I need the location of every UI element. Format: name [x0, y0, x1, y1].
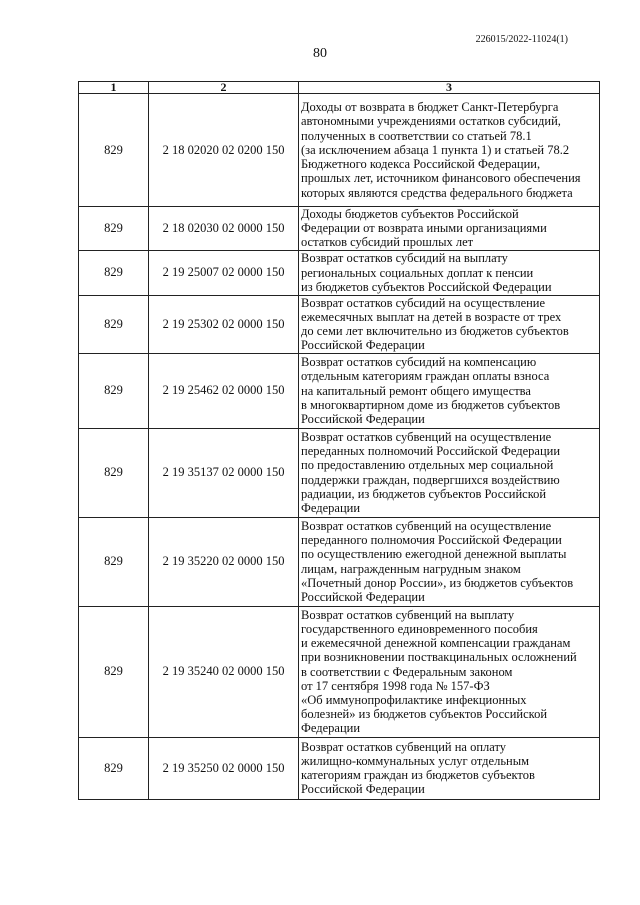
- admin-code-cell: 829: [79, 353, 149, 428]
- description-cell: Возврат остатков субвенций на осуществление переданных полномочий Российской Федерации по предоставлению отдельных мер социальной поддержки граждан, подвергшихся воздействию радиации, из бюджетов субъектов Российской Федерации: [299, 428, 600, 517]
- description-cell: Доходы бюджетов субъектов Российской Федерации от возврата иными организациями остатков субсидий прошлых лет: [299, 207, 600, 251]
- column-header: 1: [79, 82, 149, 94]
- description-cell: Возврат остатков субвенций на осуществление переданного полномочия Российской Федерации по осуществлению ежегодной денежной выплаты лицам, награжденным нагрудным знаком «Почетный донор России», из бюджетов субъектов Российской Федерации: [299, 517, 600, 606]
- admin-code-cell: 829: [79, 94, 149, 207]
- page-number: 80: [313, 46, 327, 61]
- revenue-code-cell: 2 19 25462 02 0000 150: [149, 353, 299, 428]
- revenue-code-cell: 2 19 25302 02 0000 150: [149, 295, 299, 353]
- table-row: [79, 428, 600, 517]
- admin-code-cell: 829: [79, 428, 149, 517]
- table-row: [79, 250, 600, 295]
- description-cell: Возврат остатков субсидий на выплату региональных социальных доплат к пенсии из бюджетов субъектов Российской Федерации: [299, 250, 600, 295]
- column-header: 2: [149, 82, 299, 94]
- column-header: 3: [299, 82, 600, 94]
- admin-code-cell: 829: [79, 207, 149, 251]
- admin-code-cell: 829: [79, 606, 149, 737]
- revenue-code-cell: 2 18 02020 02 0200 150: [149, 94, 299, 207]
- table-row: [79, 207, 600, 251]
- admin-code-cell: 829: [79, 517, 149, 606]
- document-id: 226015/2022-11024(1): [475, 34, 568, 45]
- table-row: [79, 606, 600, 737]
- table-header-row: [79, 82, 600, 94]
- description-cell: Возврат остатков субсидий на компенсацию отдельным категориям граждан оплаты взноса на капитальный ремонт общего имущества в многоквартирном доме из бюджетов субъектов Российской Федерации: [299, 353, 600, 428]
- revenue-code-cell: 2 19 25007 02 0000 150: [149, 250, 299, 295]
- description-cell: Возврат остатков субвенций на оплату жилищно-коммунальных услуг отдельным категориям граждан из бюджетов субъектов Российской Федерации: [299, 737, 600, 799]
- admin-code-cell: 829: [79, 737, 149, 799]
- description-cell: Возврат остатков субсидий на осуществление ежемесячных выплат на детей в возрасте от трех до семи лет включительно из бюджетов субъектов Российской Федерации: [299, 295, 600, 353]
- description-cell: Возврат остатков субвенций на выплату государственного единовременного пособия и ежемесячной денежной компенсации гражданам при возникновении поствакцинальных осложнений в соответствии с Федеральным законом от 17 сентября 1998 года № 157-ФЗ «Об иммунопрофилактике инфекционных болезней» из бюджетов субъектов Российской Федерации: [299, 606, 600, 737]
- admin-code-cell: 829: [79, 295, 149, 353]
- table-row: [79, 517, 600, 606]
- table-row: [79, 737, 600, 799]
- admin-code-cell: 829: [79, 250, 149, 295]
- table-row: [79, 295, 600, 353]
- table-row: [79, 353, 600, 428]
- revenue-code-cell: 2 19 35137 02 0000 150: [149, 428, 299, 517]
- revenue-code-cell: 2 19 35220 02 0000 150: [149, 517, 299, 606]
- revenue-code-cell: 2 18 02030 02 0000 150: [149, 207, 299, 251]
- revenue-code-cell: 2 19 35250 02 0000 150: [149, 737, 299, 799]
- table-row: [79, 94, 600, 207]
- budget-codes-table: [78, 81, 600, 800]
- description-cell: Доходы от возврата в бюджет Санкт-Петербурга автономными учреждениями остатков субсидий, полученных в соответствии со статьей 78.1 (за исключением абзаца 1 пункта 1) и статьей 78.2 Бюджетного кодекса Российской Федерации, прошлых лет, источником финансового обеспечения которых являются средства федерального бюджета: [299, 94, 600, 207]
- revenue-code-cell: 2 19 35240 02 0000 150: [149, 606, 299, 737]
